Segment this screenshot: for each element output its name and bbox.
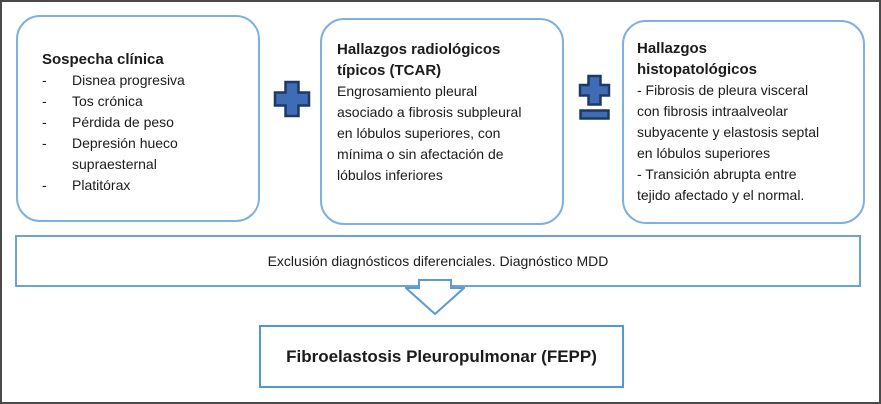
histopathological-finding-line: - Transición abrupta entre tejido afectado y el normal. — [637, 166, 805, 203]
list-item-label: Disnea progresiva — [72, 72, 185, 88]
down-arrow-icon — [405, 279, 465, 321]
list-item — [42, 133, 244, 175]
list-item — [42, 175, 244, 196]
list-item-label: Platitórax — [72, 177, 131, 193]
clinical-suspicion-box — [16, 15, 260, 222]
plus-icon — [273, 80, 311, 123]
dash-bullet: - — [42, 114, 47, 130]
list-item — [42, 91, 244, 112]
histopathological-finding-line: - Fibrosis de pleura visceral con fibrosis intraalveolar subyacente y elastosis septal en lóbulos superiores — [637, 82, 820, 161]
radiological-findings-body: Engrosamiento pleural asociado a fibrosis subpleural en lóbulos superiores, con mínima o sin afectación de lóbulos inferiores — [337, 83, 522, 183]
list-item-label: Depresión hueco supraesternal — [72, 135, 178, 172]
list-item-label: Tos crónica — [72, 93, 143, 109]
result-box — [259, 325, 624, 388]
dash-bullet: - — [42, 177, 47, 193]
radiological-findings-box — [320, 18, 564, 225]
plus-minus-icon — [577, 74, 613, 126]
list-item-label: Pérdida de peso — [72, 114, 174, 130]
list-item — [42, 112, 244, 133]
list-item — [42, 70, 244, 91]
histopathological-findings-title: Hallazgos histopatológicos — [637, 40, 757, 78]
histopathological-findings-box — [622, 20, 865, 224]
exclusion-diagnosis-label: Exclusión diagnósticos diferenciales. Diagnóstico MDD — [267, 253, 609, 269]
radiological-findings-title: Hallazgos radiológicos típicos (TCAR) — [337, 41, 501, 79]
result-label: Fibroelastosis Pleuropulmonar (FEPP) — [286, 346, 597, 366]
clinical-suspicion-title: Sospecha clínica — [42, 51, 164, 68]
dash-bullet: - — [42, 93, 47, 109]
dash-bullet: - — [42, 72, 47, 88]
dash-bullet: - — [42, 135, 47, 151]
